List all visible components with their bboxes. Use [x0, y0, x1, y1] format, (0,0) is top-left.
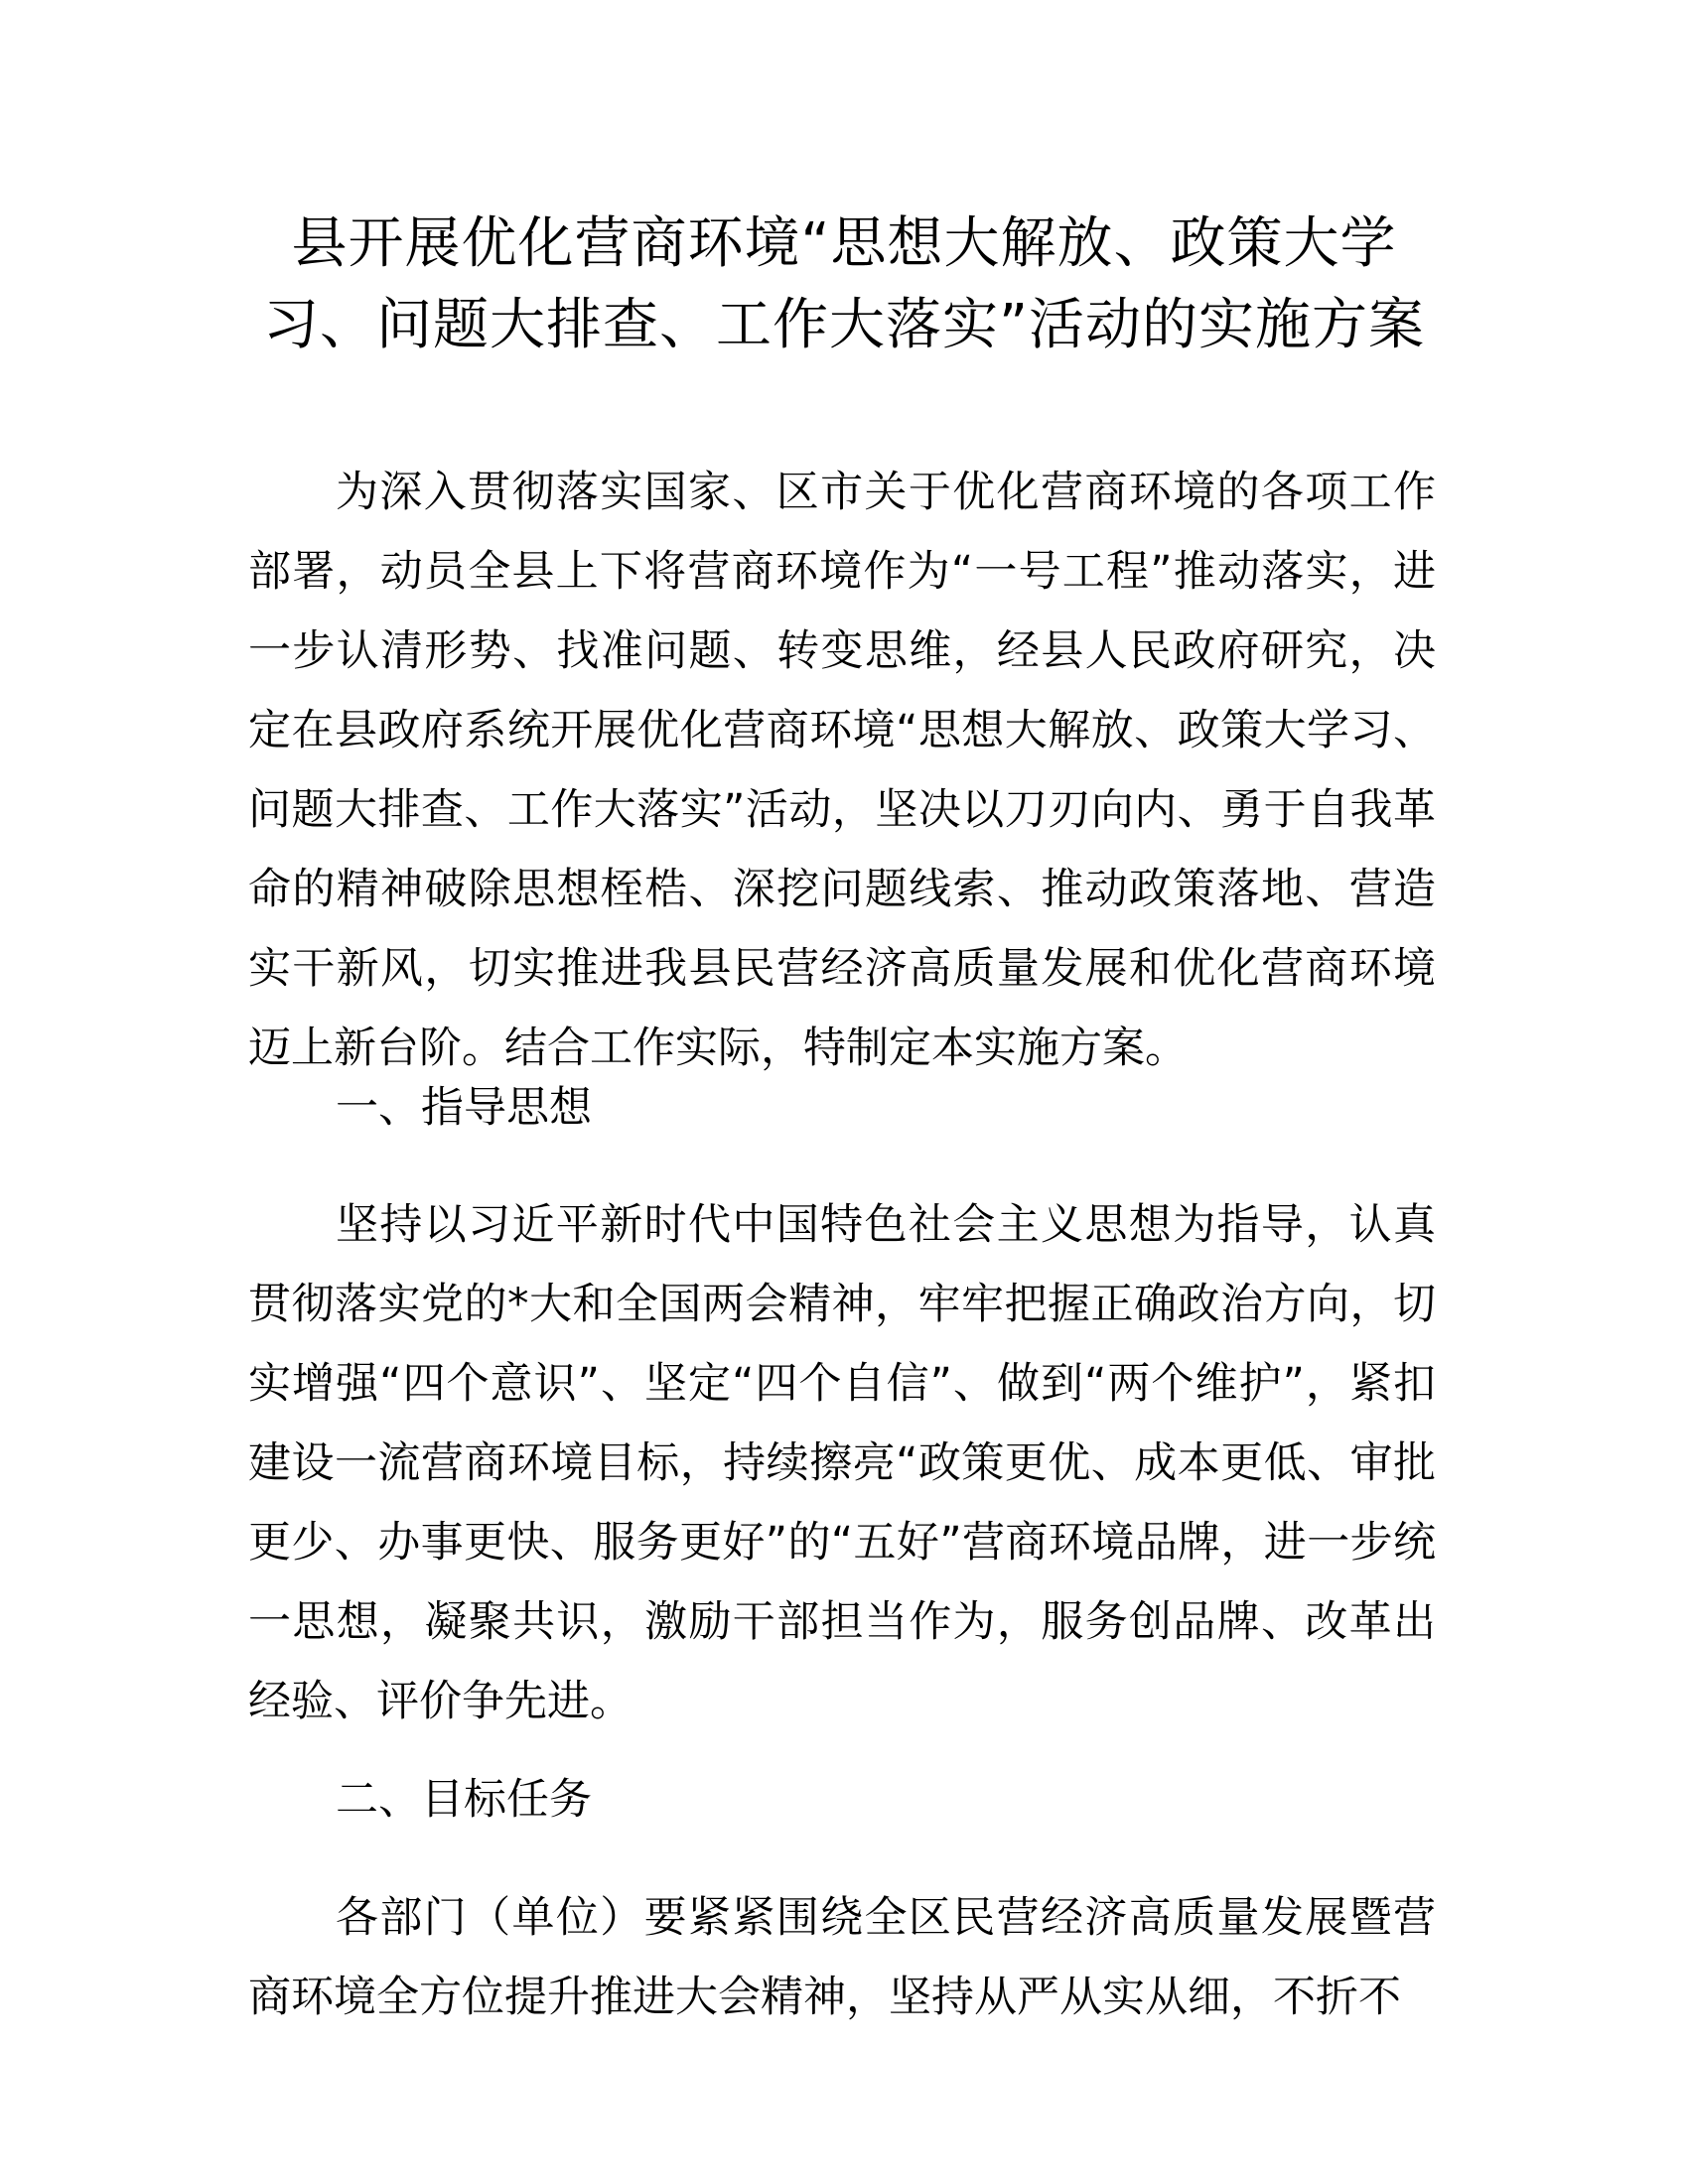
- document-title: 县开展优化营商环境“思想大解放、政策大学习、问题大排查、工作大落实”活动的实施方案: [262, 211, 1425, 357]
- intro-paragraph: 为深入贯彻落实国家、区市关于优化营商环境的各项工作部署，动员全县上下将营商环境作为“一号工程”推动落实，进一步认清形势、找准问题、转变思维，经县人民政府研究，决定在县政府系统开展优化营商环境“思想大解放、政策大学习、问题大排查、工作大落实”活动，坚决以刀刃向内、勇于自我革命的精神破除思想桎梏、深挖问题线索、推动政策落地、营造实干新风，切实推进我县民营经济高质量发展和优化营商环境迈上新台阶。结合工作实际，特制定本实施方案。: [248, 468, 1436, 1073]
- section-heading-goals-tasks: 二、目标任务: [336, 1775, 592, 1825]
- section-heading-guiding-ideology: 一、指导思想: [336, 1083, 592, 1133]
- goals-tasks-paragraph: 各部门（单位）要紧紧围绕全区民营经济高质量发展暨营商环境全方位提升推进大会精神，坚持从严从实从细，不折不: [248, 1893, 1436, 2022]
- guiding-ideology-paragraph: 坚持以习近平新时代中国特色社会主义思想为指导，认真贯彻落实党的*大和全国两会精神，牢牢把握正确政治方向，切实增强“四个意识”、坚定“四个自信”、做到“两个维护”，紧扣建设一流营商环境目标，持续擦亮“政策更优、成本更低、审批更少、办事更快、服务更好”的“五好”营商环境品牌，进一步统一思想，凝聚共识，激励干部担当作为，服务创品牌、改革出经验、评价争先进。: [248, 1200, 1436, 1726]
